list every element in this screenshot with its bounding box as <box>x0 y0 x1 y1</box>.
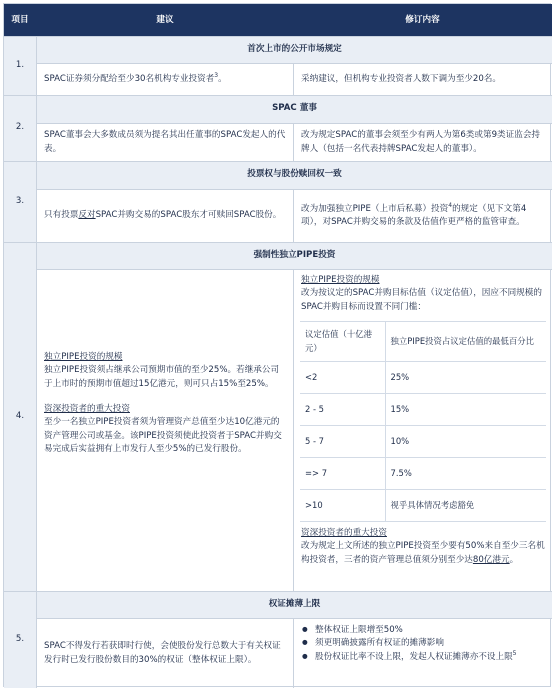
revision-emphasis: 80亿港元 <box>472 554 510 565</box>
section-title: SPAC 董事 <box>37 95 552 123</box>
row-number: 5. <box>4 591 37 688</box>
subheading-pipe-size: 独立PIPE投资的规模 <box>44 352 123 362</box>
row-number: 2. <box>4 95 37 161</box>
table-row <box>300 458 546 490</box>
footnote-ref: 5 <box>512 649 517 657</box>
table-head-cell: 议定估值（十亿港元） <box>300 322 385 362</box>
footnote-ref: 4 <box>448 201 453 209</box>
table-row <box>300 394 546 426</box>
table-cell: 视乎具体情况考虑豁免 <box>385 490 546 522</box>
revision-cell <box>294 190 552 242</box>
subheading-investor: 资深投资者的重大投资 <box>301 528 387 538</box>
suggestion-text: SPAC董事会大多数成员须为提名其出任董事的SPAC发起人的代表。 <box>44 130 286 154</box>
suggestion-cell <box>37 190 293 242</box>
table-cell: <2 <box>300 362 385 394</box>
table-header-row <box>300 322 546 362</box>
spac-comparison-table <box>3 3 551 687</box>
section-title: 首次上市的公开市场规定 <box>37 36 552 63</box>
bullet-item <box>301 651 546 664</box>
revision-paragraph-end: 。 <box>509 554 519 565</box>
suggestion-paragraph: 独立PIPE投资须占继承公司预期市值的至少25%。若继承公司于上市时的预期市值超过15亿港元，则可只占15%至25%。 <box>44 365 280 389</box>
header-revision: 修订内容 <box>405 14 440 25</box>
revision-cell-top <box>301 274 546 314</box>
suggestion-text-rest: SPAC并购交易的SPAC股东才可赎回SPAC股份。 <box>95 210 282 221</box>
threshold-table <box>300 321 546 522</box>
suggestion-text: 只有投票 <box>44 210 79 221</box>
bullet-item: ● 整体权证上限增至50% <box>301 624 546 637</box>
table-row <box>300 490 546 522</box>
table-row <box>300 426 546 458</box>
suggestion-cell <box>37 619 293 688</box>
header-suggestion: 建议 <box>156 14 174 25</box>
revision-cell <box>301 624 546 664</box>
suggestion-text: SPAC证券须分配给至少30名机构专业投资者 <box>44 73 215 84</box>
row-number: 1. <box>4 36 37 95</box>
section-title: 权证摊薄上限 <box>37 591 552 618</box>
suggestion-cell <box>44 351 286 456</box>
table-head-cell: 独立PIPE投资占议定估值的最低百分比 <box>385 322 546 362</box>
revision-text-rest: 的规定（见下文第4项），对SPAC并购交易的条款及估值作更严格的监管审查。 <box>301 203 527 227</box>
suggestion-text-end: 。 <box>218 73 227 84</box>
subheading-investor: 资深投资者的重大投资 <box>44 403 130 414</box>
revision-text: 改为加强独立PIPE（上市后私募）投资 <box>301 203 449 214</box>
table-header <box>4 4 552 36</box>
revision-cell <box>294 124 552 161</box>
suggestion-text: SPAC不得发行若获即时行使，会使股份发行总数大于有关权证发行时已发行股份数目的30%的权证（整体权证上限）。 <box>44 641 281 665</box>
row-number: 4. <box>4 242 37 591</box>
suggestion-emphasis: 反对 <box>78 210 96 221</box>
revision-paragraph: 改为按议定的SPAC并购目标估值（议定估值），因应不同规模的SPAC并购目标而设置不同门槛： <box>301 288 542 312</box>
table-cell: => 7 <box>300 458 385 490</box>
bullet-text: 股份权证比率不设上限，发起人权证摊薄亦不设上限 <box>315 651 513 662</box>
suggestion-paragraph: 至少一名独立PIPE投资者须为管理资产总值至少达10亿港元的资产管理公司或基金。该PIPE投资须使此投资者于SPAC并购交易完成后实益拥有上市发行人至少5%的已发行股份。 <box>44 417 282 454</box>
subheading-pipe-size: 独立PIPE投资的规模 <box>301 275 380 285</box>
row-number: 3. <box>4 161 37 242</box>
section-title: 投票权与股份赎回权一致 <box>37 161 552 189</box>
revision-text: 采纳建议，但机构专业投资者人数下调为至少20名。 <box>301 73 501 84</box>
table-cell: 15% <box>385 394 546 426</box>
suggestion-cell <box>37 124 293 161</box>
header-item-no: 项目 <box>11 14 29 25</box>
table-cell: 5 - 7 <box>300 426 385 458</box>
revision-paragraph: 改为规定上文所述的独立PIPE投资至少要有50%来自至少三名机构投资者，三者的资产管理总值须分别至少达 <box>301 541 545 565</box>
suggestion-cell <box>37 64 293 95</box>
table-cell: 25% <box>385 362 546 394</box>
section-title: 强制性独立PIPE投资 <box>37 242 552 269</box>
table-cell: 2 - 5 <box>300 394 385 426</box>
table-row <box>300 362 546 394</box>
revision-cell <box>294 64 552 95</box>
table-cell: 7.5% <box>385 458 546 490</box>
revision-text: 改为规定SPAC的董事会须至少有两人为第6类或第9类证监会持牌人（包括一名代表持牌SPAC发起人的董事）。 <box>301 130 541 154</box>
footnote-ref: 3 <box>214 71 219 79</box>
bullet-item: ● 须更明确披露所有权证的摊薄影响 <box>301 637 546 650</box>
table-cell: >10 <box>300 490 385 522</box>
revision-cell-bottom <box>301 527 546 567</box>
revision-bullet-list <box>301 624 546 664</box>
table-cell: 10% <box>385 426 546 458</box>
